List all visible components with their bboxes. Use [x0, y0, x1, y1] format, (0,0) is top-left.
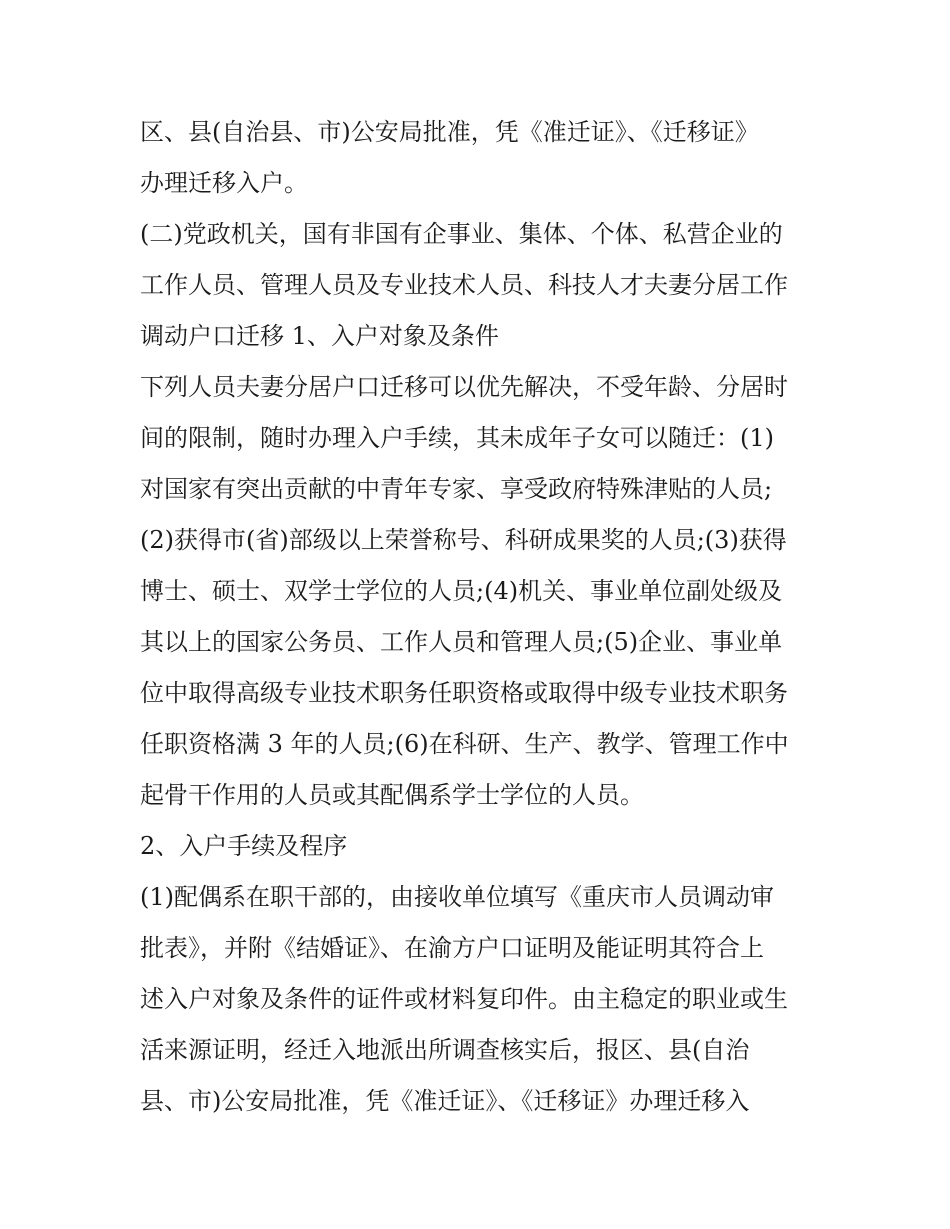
- text-line: 间的限制，随时办理入户手续，其未成年子女可以随迁：(1): [140, 424, 774, 452]
- text-line: 县、市)公安局批准，凭《准迁证》、《迁移证》办理迁移入: [140, 1087, 750, 1115]
- text-line: 对国家有突出贡献的中青年专家、享受政府特殊津贴的人员;: [140, 475, 773, 503]
- document-body: [140, 107, 830, 1127]
- text-line: 博士、硕士、双学士学位的人员;(4)机关、事业单位副处级及: [140, 577, 783, 605]
- text-line: 工作人员、管理人员及专业技术人员、科技人才夫妻分居工作: [140, 271, 788, 299]
- text-line: 活来源证明，经迁入地派出所调查核实后，报区、县(自治: [140, 1036, 750, 1064]
- text-line: 批表》，并附《结婚证》、在渝方户口证明及能证明其符合上: [140, 934, 764, 962]
- text-line: 其以上的国家公务员、工作人员和管理人员;(5)企业、事业单: [140, 628, 783, 656]
- text-line: 下列人员夫妻分居户口迁移可以优先解决，不受年龄、分居时: [140, 373, 788, 401]
- text-line: (二)党政机关，国有非国有企事业、集体、个体、私营企业的: [140, 220, 783, 248]
- text-line: (1)配偶系在职干部的，由接收单位填写《重庆市人员调动审: [140, 883, 774, 911]
- text-line: 调动户口迁移 1、入户对象及条件: [140, 322, 499, 350]
- text-line: 述入户对象及条件的证件或材料复印件。由主稳定的职业或生: [140, 985, 788, 1013]
- text-line: 起骨干作用的人员或其配偶系学士学位的人员。: [140, 781, 644, 809]
- text-line: 任职资格满 3 年的人员;(6)在科研、生产、教学、管理工作中: [140, 730, 789, 758]
- text-line: (2)获得市(省)部级以上荣誉称号、科研成果奖的人员;(3)获得: [140, 526, 787, 554]
- section-heading: 2、入户手续及程序: [140, 832, 348, 860]
- text-line: 办理迁移入户。: [140, 169, 308, 197]
- text-line: 位中取得高级专业技术职务任职资格或取得中级专业技术职务: [140, 679, 788, 707]
- text-line: 区、县(自治县、市)公安局批准，凭《准迁证》、《迁移证》: [140, 118, 759, 146]
